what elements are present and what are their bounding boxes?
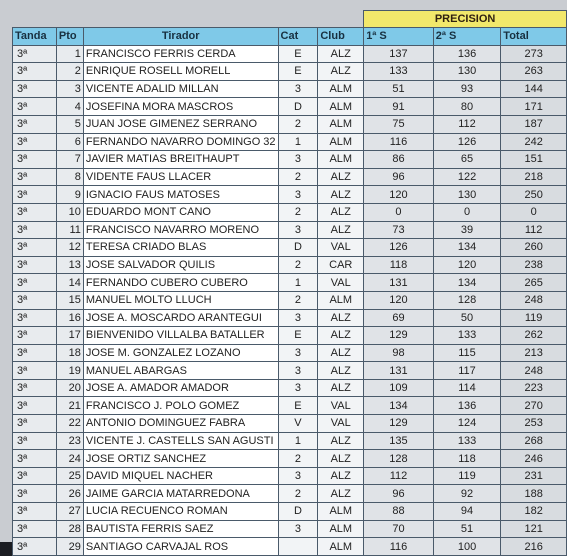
cell-s2: 39 — [433, 221, 501, 239]
cell-s2: 100 — [433, 538, 501, 556]
cell-club: VAL — [318, 239, 364, 257]
cell-s2: 136 — [433, 397, 501, 415]
cell-club: ALM — [318, 538, 364, 556]
cell-total: 121 — [501, 520, 567, 538]
cell-cat: 1 — [278, 432, 318, 450]
cell-s1: 70 — [364, 520, 434, 538]
cell-pto: 14 — [56, 274, 83, 292]
cell-tanda: 3ª — [13, 98, 57, 116]
cell-tirador: VIDENTE FAUS LLACER — [83, 168, 278, 186]
cell-cat: 3 — [278, 186, 318, 204]
cell-total: 119 — [501, 309, 567, 327]
cell-s2: 119 — [433, 467, 501, 485]
cell-s2: 93 — [433, 80, 501, 98]
cell-cat: 2 — [278, 256, 318, 274]
cell-tirador: JOSE ORTIZ SANCHEZ — [83, 450, 278, 468]
cell-pto: 19 — [56, 362, 83, 380]
cell-s1: 131 — [364, 362, 434, 380]
cell-club: VAL — [318, 397, 364, 415]
cell-total: 253 — [501, 415, 567, 433]
cell-tirador: DAVID MIQUEL NACHER — [83, 467, 278, 485]
cell-cat: 3 — [278, 309, 318, 327]
cell-total: 250 — [501, 186, 567, 204]
cell-cat: D — [278, 503, 318, 521]
cell-tanda: 3ª — [13, 239, 57, 257]
cell-total: 263 — [501, 63, 567, 81]
cell-pto: 17 — [56, 327, 83, 345]
cell-cat: V — [278, 415, 318, 433]
cell-club: ALZ — [318, 450, 364, 468]
cell-cat: D — [278, 98, 318, 116]
cell-tanda: 3ª — [13, 432, 57, 450]
cell-s1: 128 — [364, 450, 434, 468]
cell-s1: 116 — [364, 133, 434, 151]
table-row — [13, 256, 567, 274]
cell-s2: 124 — [433, 415, 501, 433]
cell-cat: 2 — [278, 115, 318, 133]
cell-tanda: 3ª — [13, 538, 57, 556]
cell-cat: E — [278, 327, 318, 345]
cell-s2: 94 — [433, 503, 501, 521]
table-row — [13, 63, 567, 81]
cell-cat: 3 — [278, 221, 318, 239]
cell-tanda: 3ª — [13, 203, 57, 221]
col-pto: Pto — [56, 28, 83, 46]
cell-pto: 9 — [56, 186, 83, 204]
cell-total: 242 — [501, 133, 567, 151]
cell-tirador: BAUTISTA FERRIS SAEZ — [83, 520, 278, 538]
table-row — [13, 538, 567, 556]
cell-tanda: 3ª — [13, 397, 57, 415]
cell-tirador: JAIME GARCIA MATARREDONA — [83, 485, 278, 503]
col-club: Club — [318, 28, 364, 46]
cell-pto: 25 — [56, 467, 83, 485]
cell-tanda: 3ª — [13, 291, 57, 309]
cell-cat: 3 — [278, 80, 318, 98]
cell-tanda: 3ª — [13, 520, 57, 538]
cell-club: ALZ — [318, 485, 364, 503]
cell-s2: 80 — [433, 98, 501, 116]
cell-club: ALM — [318, 520, 364, 538]
cell-s2: 134 — [433, 274, 501, 292]
cell-s2: 133 — [433, 432, 501, 450]
cell-total: 171 — [501, 98, 567, 116]
cell-s1: 129 — [364, 415, 434, 433]
cell-total: 216 — [501, 538, 567, 556]
table-row — [13, 485, 567, 503]
cell-pto: 12 — [56, 239, 83, 257]
cell-total: 246 — [501, 450, 567, 468]
cell-pto: 26 — [56, 485, 83, 503]
cell-s2: 51 — [433, 520, 501, 538]
cell-cat: 2 — [278, 485, 318, 503]
table-row — [13, 467, 567, 485]
cell-tirador: JUAN JOSE GIMENEZ SERRANO — [83, 115, 278, 133]
cell-s1: 91 — [364, 98, 434, 116]
cell-tanda: 3ª — [13, 186, 57, 204]
table-row — [13, 151, 567, 169]
cell-s2: 128 — [433, 291, 501, 309]
table-row — [13, 203, 567, 221]
cell-club: ALZ — [318, 362, 364, 380]
cell-club: ALM — [318, 503, 364, 521]
cell-s1: 109 — [364, 379, 434, 397]
cell-club: ALZ — [318, 186, 364, 204]
cell-tirador: EDUARDO MONT CANO — [83, 203, 278, 221]
cell-cat: 2 — [278, 291, 318, 309]
col-s2: 2ª S — [433, 28, 501, 46]
cell-tirador: JOSEFINA MORA MASCROS — [83, 98, 278, 116]
table-row — [13, 344, 567, 362]
cell-pto: 15 — [56, 291, 83, 309]
cell-s1: 135 — [364, 432, 434, 450]
cell-s2: 130 — [433, 186, 501, 204]
cell-s1: 98 — [364, 344, 434, 362]
col-tirador: Tirador — [83, 28, 278, 46]
cell-total: 218 — [501, 168, 567, 186]
cell-pto: 4 — [56, 98, 83, 116]
cell-cat: 3 — [278, 379, 318, 397]
cell-club: ALZ — [318, 327, 364, 345]
cell-tanda: 3ª — [13, 168, 57, 186]
cell-s1: 69 — [364, 309, 434, 327]
table-row — [13, 186, 567, 204]
cell-total: 231 — [501, 467, 567, 485]
table-row — [13, 291, 567, 309]
cell-cat: 3 — [278, 467, 318, 485]
cell-tirador: LUCIA RECUENCO ROMAN — [83, 503, 278, 521]
cell-pto: 24 — [56, 450, 83, 468]
cell-tirador: ANTONIO DOMINGUEZ FABRA — [83, 415, 278, 433]
cell-pto: 1 — [56, 45, 83, 63]
cell-club: VAL — [318, 274, 364, 292]
results-table — [12, 10, 567, 556]
cell-club: ALZ — [318, 344, 364, 362]
cell-pto: 23 — [56, 432, 83, 450]
precision-header: PRECISION — [364, 11, 567, 28]
cell-tirador: FRANCISCO NAVARRO MORENO — [83, 221, 278, 239]
cell-tirador: BIENVENIDO VILLALBA BATALLER — [83, 327, 278, 345]
cell-club: ALZ — [318, 432, 364, 450]
cell-club: ALM — [318, 291, 364, 309]
cell-s1: 126 — [364, 239, 434, 257]
cell-cat: 1 — [278, 274, 318, 292]
cell-total: 213 — [501, 344, 567, 362]
table-row — [13, 115, 567, 133]
cell-tirador: JOSE A. AMADOR AMADOR — [83, 379, 278, 397]
cell-s2: 136 — [433, 45, 501, 63]
cell-s1: 96 — [364, 485, 434, 503]
cell-tirador: FRANCISCO FERRIS CERDA — [83, 45, 278, 63]
cell-pto: 29 — [56, 538, 83, 556]
cell-s1: 120 — [364, 291, 434, 309]
table-row — [13, 520, 567, 538]
cell-club: ALM — [318, 115, 364, 133]
table-row — [13, 450, 567, 468]
cell-s1: 129 — [364, 327, 434, 345]
table-row — [13, 397, 567, 415]
cell-s2: 133 — [433, 327, 501, 345]
cell-total: 223 — [501, 379, 567, 397]
cell-tirador: FERNANDO NAVARRO DOMINGO 32 — [83, 133, 278, 151]
cell-s1: 73 — [364, 221, 434, 239]
cell-tanda: 3ª — [13, 327, 57, 345]
table-row — [13, 503, 567, 521]
cell-s1: 51 — [364, 80, 434, 98]
cell-s2: 120 — [433, 256, 501, 274]
cell-club: ALZ — [318, 203, 364, 221]
cell-pto: 8 — [56, 168, 83, 186]
cell-tanda: 3ª — [13, 344, 57, 362]
cell-s1: 88 — [364, 503, 434, 521]
cell-total: 270 — [501, 397, 567, 415]
cell-pto: 18 — [56, 344, 83, 362]
cell-total: 188 — [501, 485, 567, 503]
cell-tanda: 3ª — [13, 45, 57, 63]
cell-s2: 0 — [433, 203, 501, 221]
cell-club: CAR — [318, 256, 364, 274]
cell-pto: 7 — [56, 151, 83, 169]
cell-s2: 117 — [433, 362, 501, 380]
cell-cat: 2 — [278, 203, 318, 221]
table-row — [13, 362, 567, 380]
cell-club: ALZ — [318, 467, 364, 485]
cell-s2: 115 — [433, 344, 501, 362]
cell-s1: 118 — [364, 256, 434, 274]
cell-cat: 2 — [278, 450, 318, 468]
cell-tanda: 3ª — [13, 450, 57, 468]
cell-tanda: 3ª — [13, 485, 57, 503]
table-row — [13, 415, 567, 433]
cell-total: 112 — [501, 221, 567, 239]
cell-tanda: 3ª — [13, 115, 57, 133]
cell-tanda: 3ª — [13, 309, 57, 327]
cell-s2: 65 — [433, 151, 501, 169]
cell-tirador: TERESA CRIADO BLAS — [83, 239, 278, 257]
cell-pto: 16 — [56, 309, 83, 327]
cell-tirador: JOSE SALVADOR QUILIS — [83, 256, 278, 274]
cell-total: 182 — [501, 503, 567, 521]
cell-s2: 92 — [433, 485, 501, 503]
cell-pto: 6 — [56, 133, 83, 151]
cell-tanda: 3ª — [13, 503, 57, 521]
cell-tanda: 3ª — [13, 80, 57, 98]
cell-tanda: 3ª — [13, 467, 57, 485]
cell-tirador: JOSE M. GONZALEZ LOZANO — [83, 344, 278, 362]
cell-club: VAL — [318, 415, 364, 433]
table-row — [13, 45, 567, 63]
cell-tirador: FRANCISCO J. POLO GOMEZ — [83, 397, 278, 415]
cell-tirador: ENRIQUE ROSELL MORELL — [83, 63, 278, 81]
table-row — [13, 168, 567, 186]
cell-tirador: SANTIAGO CARVAJAL ROS — [83, 538, 278, 556]
cell-pto: 5 — [56, 115, 83, 133]
cell-s1: 112 — [364, 467, 434, 485]
cell-total: 0 — [501, 203, 567, 221]
table-row — [13, 432, 567, 450]
cell-pto: 2 — [56, 63, 83, 81]
table-row — [13, 98, 567, 116]
cell-s1: 131 — [364, 274, 434, 292]
cell-cat: 3 — [278, 151, 318, 169]
cell-s2: 122 — [433, 168, 501, 186]
cell-s1: 120 — [364, 186, 434, 204]
cell-cat: E — [278, 63, 318, 81]
cell-total: 265 — [501, 274, 567, 292]
cell-total: 248 — [501, 291, 567, 309]
cell-tanda: 3ª — [13, 274, 57, 292]
cell-tirador: MANUEL ABARGAS — [83, 362, 278, 380]
cell-tirador: FERNANDO CUBERO CUBERO — [83, 274, 278, 292]
cell-pto: 22 — [56, 415, 83, 433]
col-total: Total — [501, 28, 567, 46]
cell-pto: 10 — [56, 203, 83, 221]
cell-cat: D — [278, 239, 318, 257]
cell-s1: 134 — [364, 397, 434, 415]
cell-s2: 114 — [433, 379, 501, 397]
cell-club: ALZ — [318, 221, 364, 239]
cell-s1: 96 — [364, 168, 434, 186]
cell-pto: 11 — [56, 221, 83, 239]
cell-tirador: JOSE A. MOSCARDO ARANTEGUI — [83, 309, 278, 327]
cell-s2: 126 — [433, 133, 501, 151]
cell-total: 262 — [501, 327, 567, 345]
cell-club: ALM — [318, 80, 364, 98]
cell-cat: 2 — [278, 168, 318, 186]
table-row — [13, 80, 567, 98]
cell-s1: 137 — [364, 45, 434, 63]
table-row — [13, 133, 567, 151]
cell-tirador: VICENTE J. CASTELLS SAN AGUSTI — [83, 432, 278, 450]
cell-total: 187 — [501, 115, 567, 133]
table-row — [13, 274, 567, 292]
cell-pto: 28 — [56, 520, 83, 538]
table-row — [13, 239, 567, 257]
cell-cat: E — [278, 45, 318, 63]
cell-tirador: VICENTE ADALID MILLAN — [83, 80, 278, 98]
cell-s2: 50 — [433, 309, 501, 327]
cell-s1: 0 — [364, 203, 434, 221]
cell-cat: 3 — [278, 344, 318, 362]
cell-tirador: JAVIER MATIAS BREITHAUPT — [83, 151, 278, 169]
cell-s2: 130 — [433, 63, 501, 81]
cell-s1: 133 — [364, 63, 434, 81]
cell-tanda: 3ª — [13, 415, 57, 433]
cell-total: 151 — [501, 151, 567, 169]
cell-club: ALM — [318, 151, 364, 169]
cell-s2: 112 — [433, 115, 501, 133]
cell-tanda: 3ª — [13, 151, 57, 169]
header-row — [13, 28, 567, 46]
cell-tanda: 3ª — [13, 133, 57, 151]
cell-cat: E — [278, 397, 318, 415]
col-cat: Cat — [278, 28, 318, 46]
cell-total: 144 — [501, 80, 567, 98]
cell-pto: 3 — [56, 80, 83, 98]
cell-tanda: 3ª — [13, 221, 57, 239]
cell-club: ALM — [318, 133, 364, 151]
cell-cat — [278, 538, 318, 556]
cell-tanda: 3ª — [13, 256, 57, 274]
cell-tanda: 3ª — [13, 379, 57, 397]
cell-tirador: IGNACIO FAUS MATOSES — [83, 186, 278, 204]
cell-cat: 1 — [278, 133, 318, 151]
table-row — [13, 379, 567, 397]
cell-tanda: 3ª — [13, 63, 57, 81]
cell-club: ALM — [318, 98, 364, 116]
cell-total: 268 — [501, 432, 567, 450]
cell-s1: 116 — [364, 538, 434, 556]
cell-tirador: MANUEL MOLTO LLUCH — [83, 291, 278, 309]
cell-total: 238 — [501, 256, 567, 274]
cell-total: 260 — [501, 239, 567, 257]
cell-tanda: 3ª — [13, 362, 57, 380]
cell-s1: 75 — [364, 115, 434, 133]
cell-pto: 13 — [56, 256, 83, 274]
cell-club: ALZ — [318, 45, 364, 63]
header-spacer — [13, 11, 364, 28]
col-tanda: Tanda — [13, 28, 57, 46]
cell-club: ALZ — [318, 309, 364, 327]
cell-s1: 86 — [364, 151, 434, 169]
table-row — [13, 327, 567, 345]
cell-total: 248 — [501, 362, 567, 380]
cell-club: ALZ — [318, 379, 364, 397]
table-row — [13, 221, 567, 239]
cell-cat: 3 — [278, 362, 318, 380]
cell-s2: 134 — [433, 239, 501, 257]
cell-s2: 118 — [433, 450, 501, 468]
col-s1: 1ª S — [364, 28, 434, 46]
table-row — [13, 309, 567, 327]
cell-total: 273 — [501, 45, 567, 63]
cell-cat: 3 — [278, 520, 318, 538]
cell-pto: 27 — [56, 503, 83, 521]
cell-club: ALZ — [318, 63, 364, 81]
cell-pto: 20 — [56, 379, 83, 397]
cell-club: ALZ — [318, 168, 364, 186]
cell-pto: 21 — [56, 397, 83, 415]
